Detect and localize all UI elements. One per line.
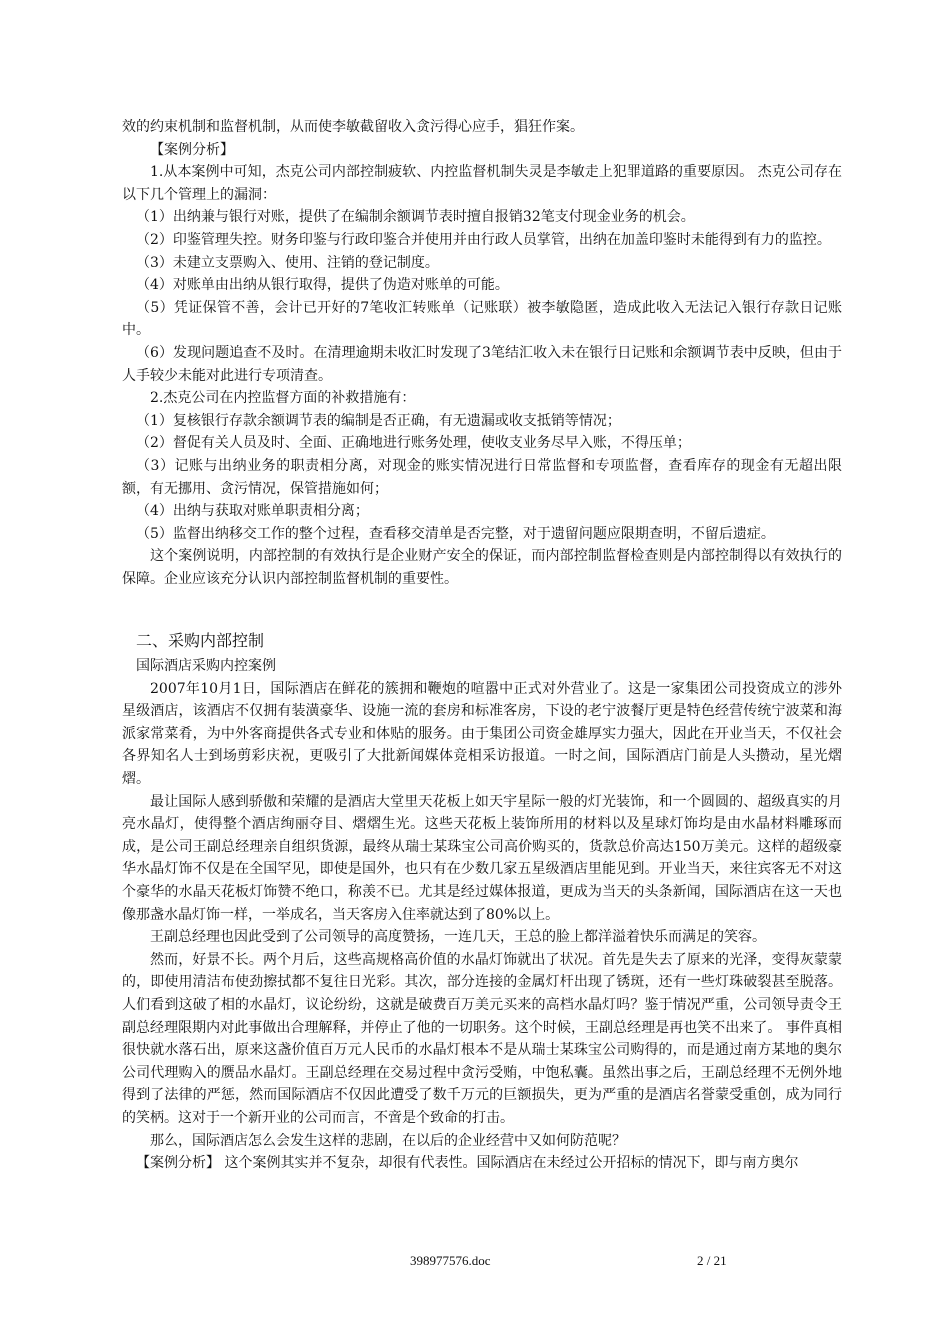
point1-intro: 1.从本案例中可知，杰克公司内部控制疲软、内控监督机制失灵是李敏走上犯罪道路的重要原因。 杰克公司存在以下几个管理上的漏洞： [122, 164, 842, 203]
body-paragraph: 2007年10月1日，国际酒店在鲜花的簇拥和鞭炮的喧嚣中正式对外营业了。这是一家集团公司投资成立的涉外星级酒店，该酒店不仅拥有装潢豪华、设施一流的套房和标准客房，下设的老宁波餐厅更是特色经营传统宁波菜和海派家常菜肴，为中外客商提供各式专业和体贴的服务。由于集团公司资金雄厚实力强大，因此在开业当天，不仅社会各界知名人士到场剪彩庆祝，更吸引了大批新闻媒体竞相采访报道。一时之间，国际酒店门前是人头攒动，星光熠熠。 [122, 680, 842, 788]
document-body [122, 116, 842, 1175]
body-paragraph: 那么，国际酒店怎么会发生这样的悲剧，在以后的企业经营中又如何防范呢？ [150, 1132, 626, 1149]
page-footer [0, 1253, 950, 1273]
paragraph-continuation: 效的约束机制和监督机制，从而使李敏截留收入贪污得心应手，猖狂作案。 [122, 119, 584, 135]
loophole-item: （6）发现问题追查不及时。在清理逾期未收汇时发现了3笔结汇收入未在银行日记账和余额调节表中反映，但由于人手较少未能对此进行专项清查。 [122, 344, 842, 384]
conclusion-paragraph: 这个案例说明，内部控制的有效执行是企业财产安全的保证，而内部控制监督检查则是内部控制得以有效执行的保障。企业应该充分认识内部控制监督机制的重要性。 [122, 548, 842, 587]
loophole-item: （4）对账单由出纳从银行取得，提供了伪造对账单的可能。 [136, 277, 509, 294]
loophole-item: （3）未建立支票购入、使用、注销的登记制度。 [136, 254, 439, 271]
point2-intro: 2.杰克公司在内控监督方面的补救措施有： [150, 390, 416, 407]
footer-page-indicator: 2 / 21 [697, 1253, 727, 1268]
remedy-item: （5）监督出纳移交工作的整个过程，查看移交清单是否完整，对于遗留问题应限期查明，不留后遗症。 [136, 525, 775, 542]
case-title: 国际酒店采购内控案例 [136, 658, 276, 675]
remedy-item: （3）记账与出纳业务的职责相分离，对现金的账实情况进行日常监督和专项监督，查看库存的现金有无超出限额，有无挪用、贪污情况，保管措施如何； [122, 457, 842, 497]
loophole-item: （1）出纳兼与银行对账，提供了在编制余额调节表时擅自报销32笔支付现金业务的机会。 [136, 209, 695, 226]
body-paragraph: 最让国际人感到骄傲和荣耀的是酒店大堂里天花板上如天宇星际一般的灯光装饰，和一个圆圆的、超级真实的月亮水晶灯，使得整个酒店绚丽夺目、熠熠生光。这些天花板上装饰所用的材料以及星球灯饰均是由水晶材料雕琢而成，是公司王副总经理亲自组织货源，最终从瑞士某珠宝公司高价购买的，货款总价高达150万美元。这样的超级豪华水晶灯饰不仅是在全国罕见，即使是国外，也只有在少数几家五星级酒店里能见到。开业当天，来往宾客无不对这个豪华的水晶天花板灯饰赞不绝口，称羡不已。尤其是经过媒体报道，更成为当天的头条新闻，国际酒店在这一天也像那盏水晶灯饰一样，一举成名，当天客房入住率就达到了80%以上。 [122, 793, 842, 923]
body-paragraph: 王副总经理也因此受到了公司领导的高度赞扬，一连几天，王总的脸上都洋溢着快乐而满足的笑容。 [150, 929, 766, 946]
remedy-item: （1）复核银行存款余额调节表的编制是否正确，有无遗漏或收支抵销等情况； [136, 412, 621, 429]
section-heading: 二、采购内部控制 [136, 631, 265, 651]
loophole-item: （2）印鉴管理失控。财务印鉴与行政印鉴合并使用并由行政人员掌管，出纳在加盖印鉴时未能得到有力的监控。 [136, 231, 831, 248]
loophole-item: （5）凭证保管不善，会计已开好的7笔收汇转账单（记账联）被李敏隐匿，造成此收入无法记入银行存款日记账中。 [122, 299, 842, 339]
body-paragraph: 然而，好景不长。两个月后，这些高规格高价值的水晶灯饰就出了状况。首先是失去了原来的光泽，变得灰蒙蒙的，即使用清洁布使劲擦拭都不复往日光彩。其次，部分连接的金属灯杆出现了锈斑，还有一些灯珠破裂甚至脱落。人们看到这破了相的水晶灯，议论纷纷，这就是破费百万美元买来的高档水晶灯吗？鉴于情况严重，公司领导责令王副总经理限期内对此事做出合理解释，并停止了他的一切职务。这个时候，王副总经理是再也笑不出来了。 事件真相很快就水落石出，原来这盏价值百万元人民币的水晶灯根本不是从瑞士某珠宝公司购得的，而是通过南方某地的奥尔公司代理购入的赝品水晶灯。王副总经理在交易过程中贪污受贿，中饱私囊。虽然出事之后，王副总经理不无例外地得到了法律的严惩，然而国际酒店不仅因此遭受了数千万元的巨额损失，更为严重的是酒店名誉蒙受重创，成为同行的笑柄。这对于一个新开业的公司而言，不啻是个致命的打击。 [122, 951, 842, 1126]
body-paragraph: 【案例分析】 这个案例其实并不复杂，却很有代表性。国际酒店在未经过公开招标的情况下，即与南方奥尔 [136, 1155, 799, 1172]
footer-filename: 398977576.doc [410, 1253, 491, 1268]
remedy-item: （2）督促有关人员及时、全面、正确地进行账务处理，使收支业务尽早入账，不得压单； [136, 435, 691, 452]
remedy-item: （4）出纳与获取对账单职责相分离； [136, 503, 369, 520]
analysis-label: 【案例分析】 [150, 141, 234, 158]
